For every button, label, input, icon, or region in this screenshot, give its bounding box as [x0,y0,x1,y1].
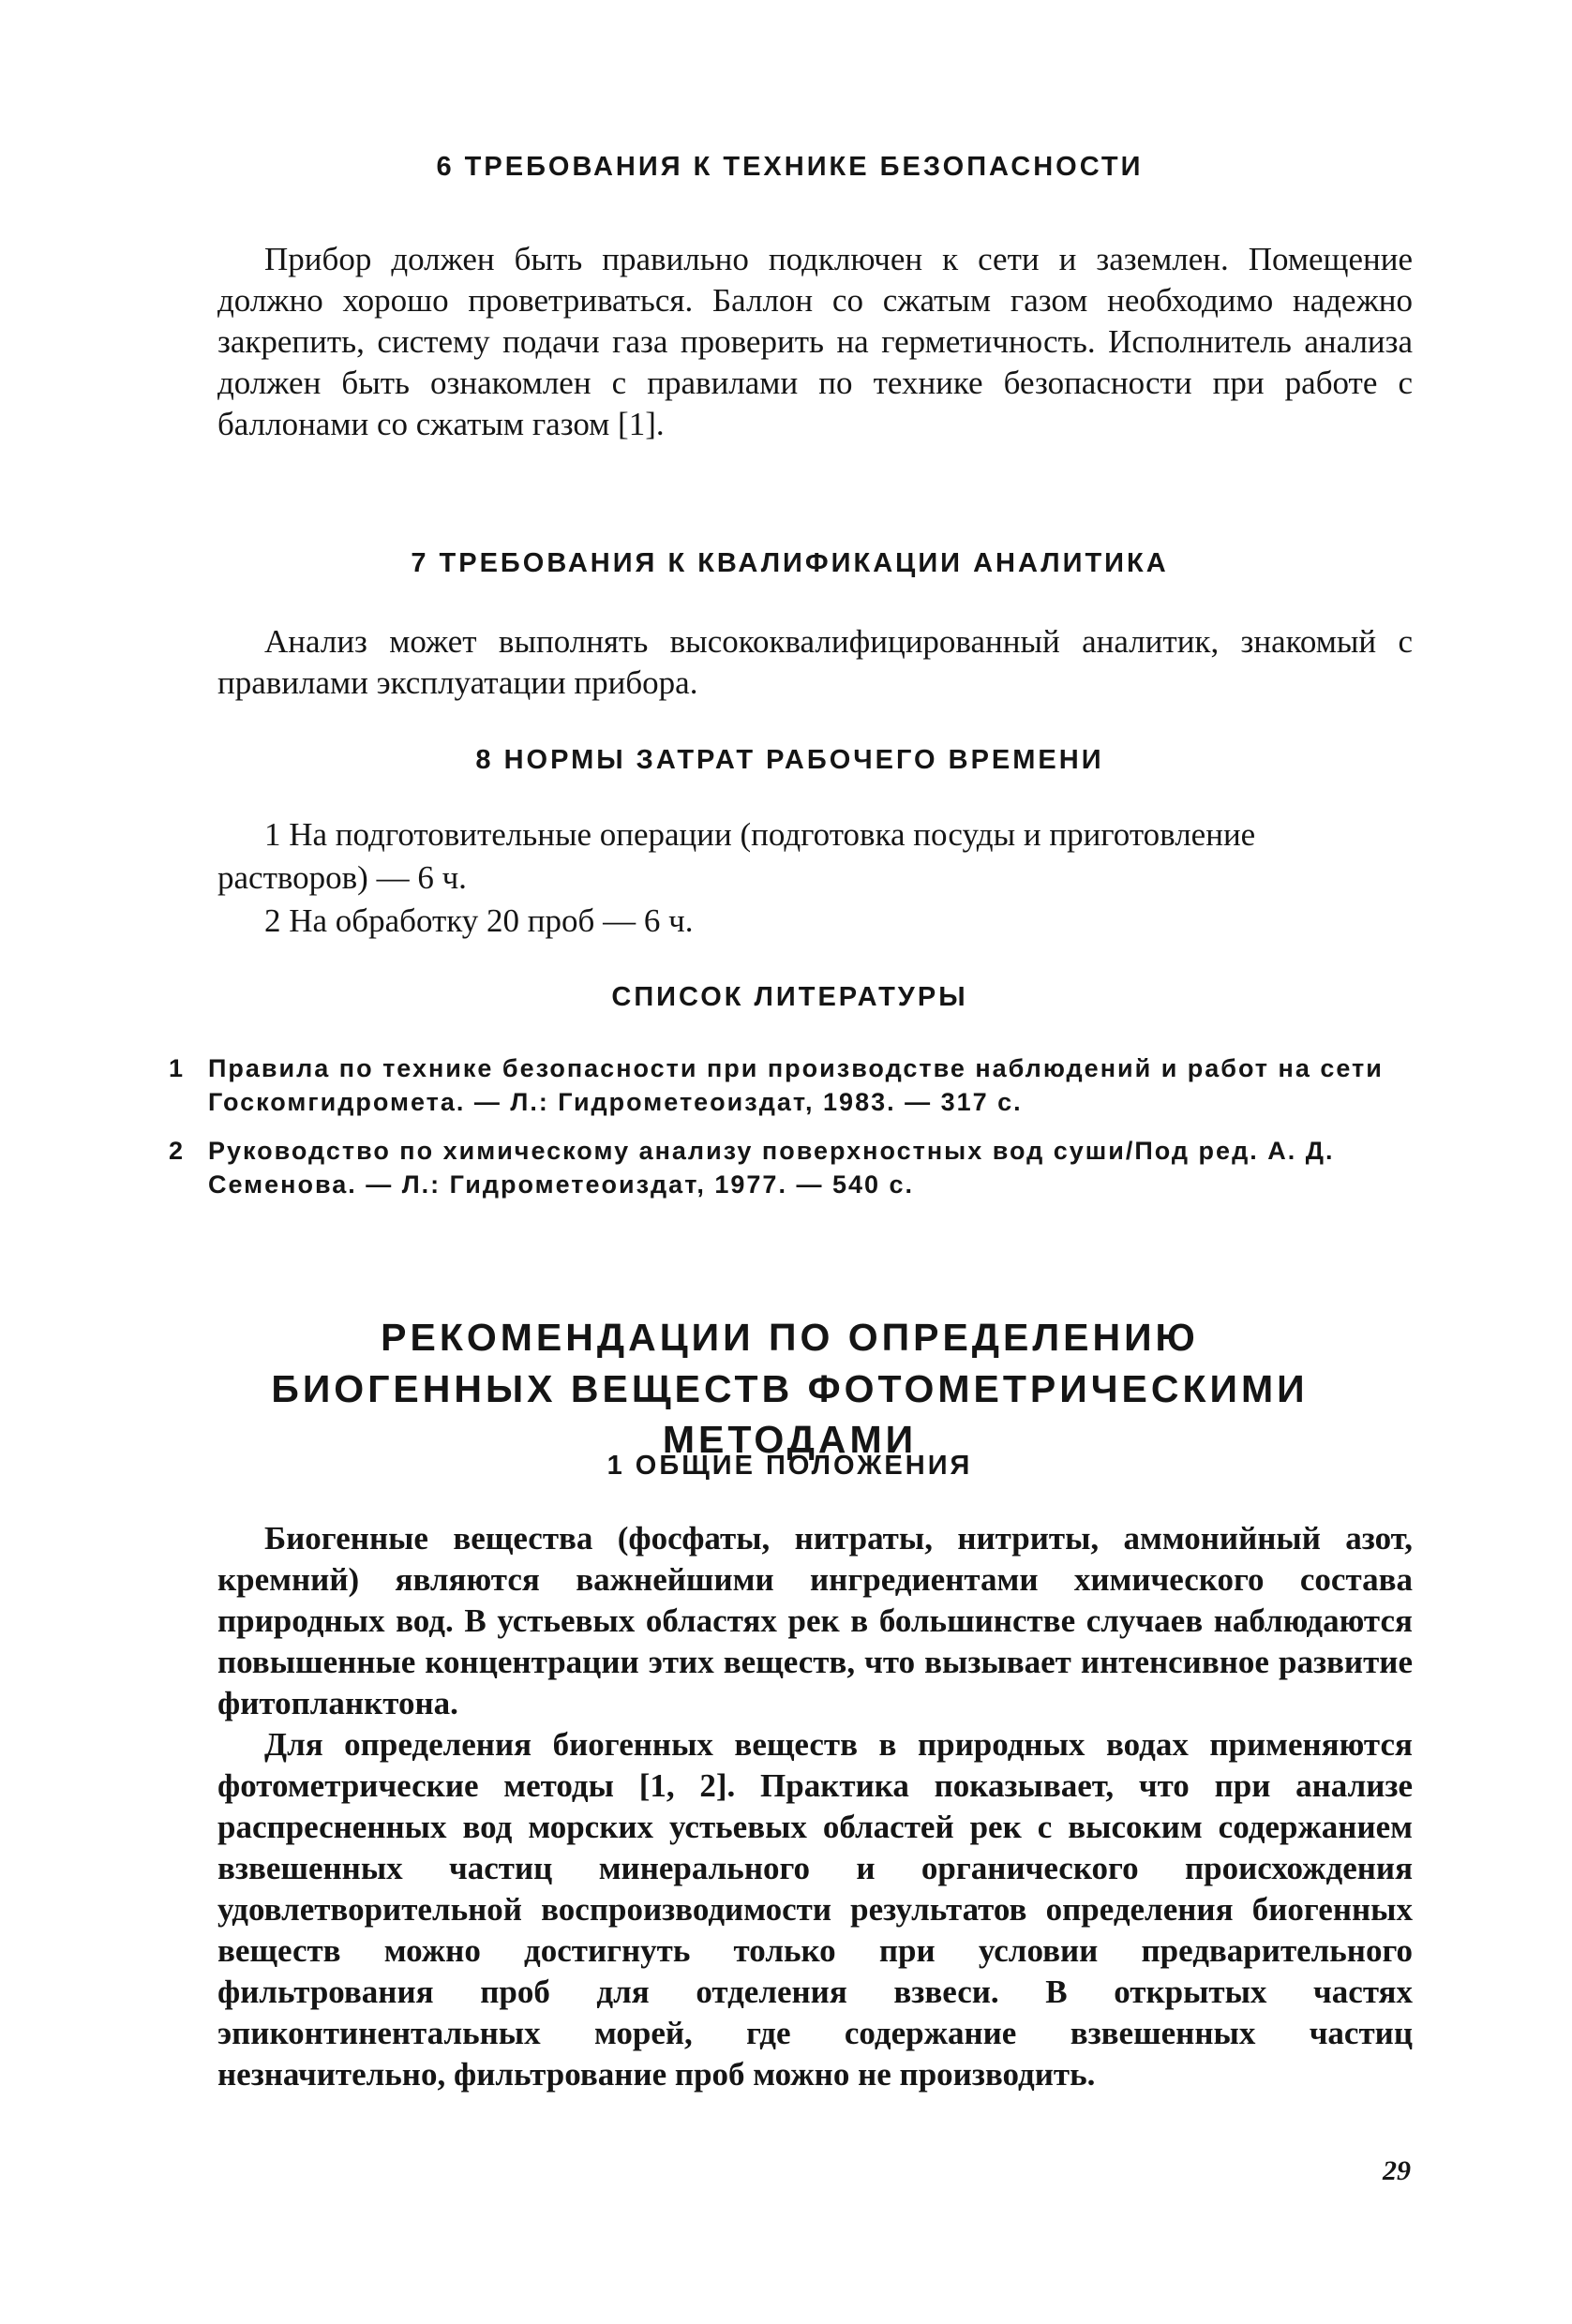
general-provisions-body [217,1518,1413,2095]
section-8-list [217,813,1413,943]
section-6-body [217,239,1413,445]
general-provisions-paragraph-2: Для определения биогенных веществ в природных водах применяются фотометрические методы [1, 2]. Практика показывает, что при анализе распресненных вод морских устьевых областей рек с высоким содержанием взвешенных частиц минерального и органического происхождения удовлетворительной воспроизводимости результатов определения биогенных веществ можно достигнуть только при условии предварительного фильтрования проб для отделения взвеси. В открытых частях эпиконтинентальных морей, где содержание взвешенных частиц незначительно, фильтрование проб можно не производить. [217,1726,1413,2093]
section-6-heading: 6 ТРЕБОВАНИЯ К ТЕХНИКЕ БЕЗОПАСНОСТИ [436,152,1144,182]
page-number: 29 [1383,2155,1411,2186]
literature-item [169,1134,1415,1201]
literature-item-text: Правила по технике безопасности при производстве наблюдений и работ на сети Госкомгидромета. — Л.: Гидрометеоиздат, 1983. — 317 с. [208,1054,1384,1116]
literature-list [169,1051,1415,1216]
time-norm-item: 1 На подготовительные операции (подготовка посуды и приготовление растворов) — 6 ч. [217,816,1256,896]
literature-item [169,1051,1415,1119]
section-8-heading: 8 НОРМЫ ЗАТРАТ РАБОЧЕГО ВРЕМЕНИ [475,745,1104,775]
literature-item-text: Руководство по химическому анализу поверхностных вод суши/Под ред. А. Д. Семенова. — Л.: Гидрометеоиздат, 1977. — 540 с. [208,1137,1335,1199]
section-7-paragraph: Анализ может выполнять высококвалифицированный аналитик, знакомый с правилами эксплуатации прибора. [217,623,1413,701]
general-provisions-paragraph-1: Биогенные вещества (фосфаты, нитраты, нитриты, аммонийный азот, кремний) являются важнейшими ингредиентами химического состава природных вод. В устьевых областях рек в большинстве случаев наблюдаются повышенные концентрации этих веществ, что вызывает интенсивное развитие фитопланктона. [217,1520,1413,1721]
general-provisions-heading: 1 ОБЩИЕ ПОЛОЖЕНИЯ [606,1451,973,1481]
section-7-body [217,621,1413,704]
literature-item-number: 1 [169,1054,186,1082]
time-norm-item: 2 На обработку 20 проб — 6 ч. [264,902,694,939]
literature-heading: СПИСОК ЛИТЕРАТУРЫ [611,982,968,1012]
literature-item-number: 2 [169,1137,186,1165]
recommendations-title-line-1: РЕКОМЕНДАЦИИ ПО ОПРЕДЕЛЕНИЮ [381,1316,1199,1359]
section-7-heading: 7 ТРЕБОВАНИЯ К КВАЛИФИКАЦИИ АНАЛИТИКА [411,548,1169,578]
section-6-paragraph: Прибор должен быть правильно подключен к сети и заземлен. Помещение должно хорошо проветриваться. Баллон со сжатым газом необходимо надежно закрепить, систему подачи газа проверить на герметичность. Исполнитель анализа должен быть ознакомлен с правилами по технике безопасности при работе с баллонами со сжатым газом [1]. [217,241,1413,442]
recommendations-title-line-2: БИОГЕННЫХ ВЕЩЕСТВ ФОТОМЕТРИЧЕСКИМИ МЕТОДАМИ [271,1367,1309,1461]
